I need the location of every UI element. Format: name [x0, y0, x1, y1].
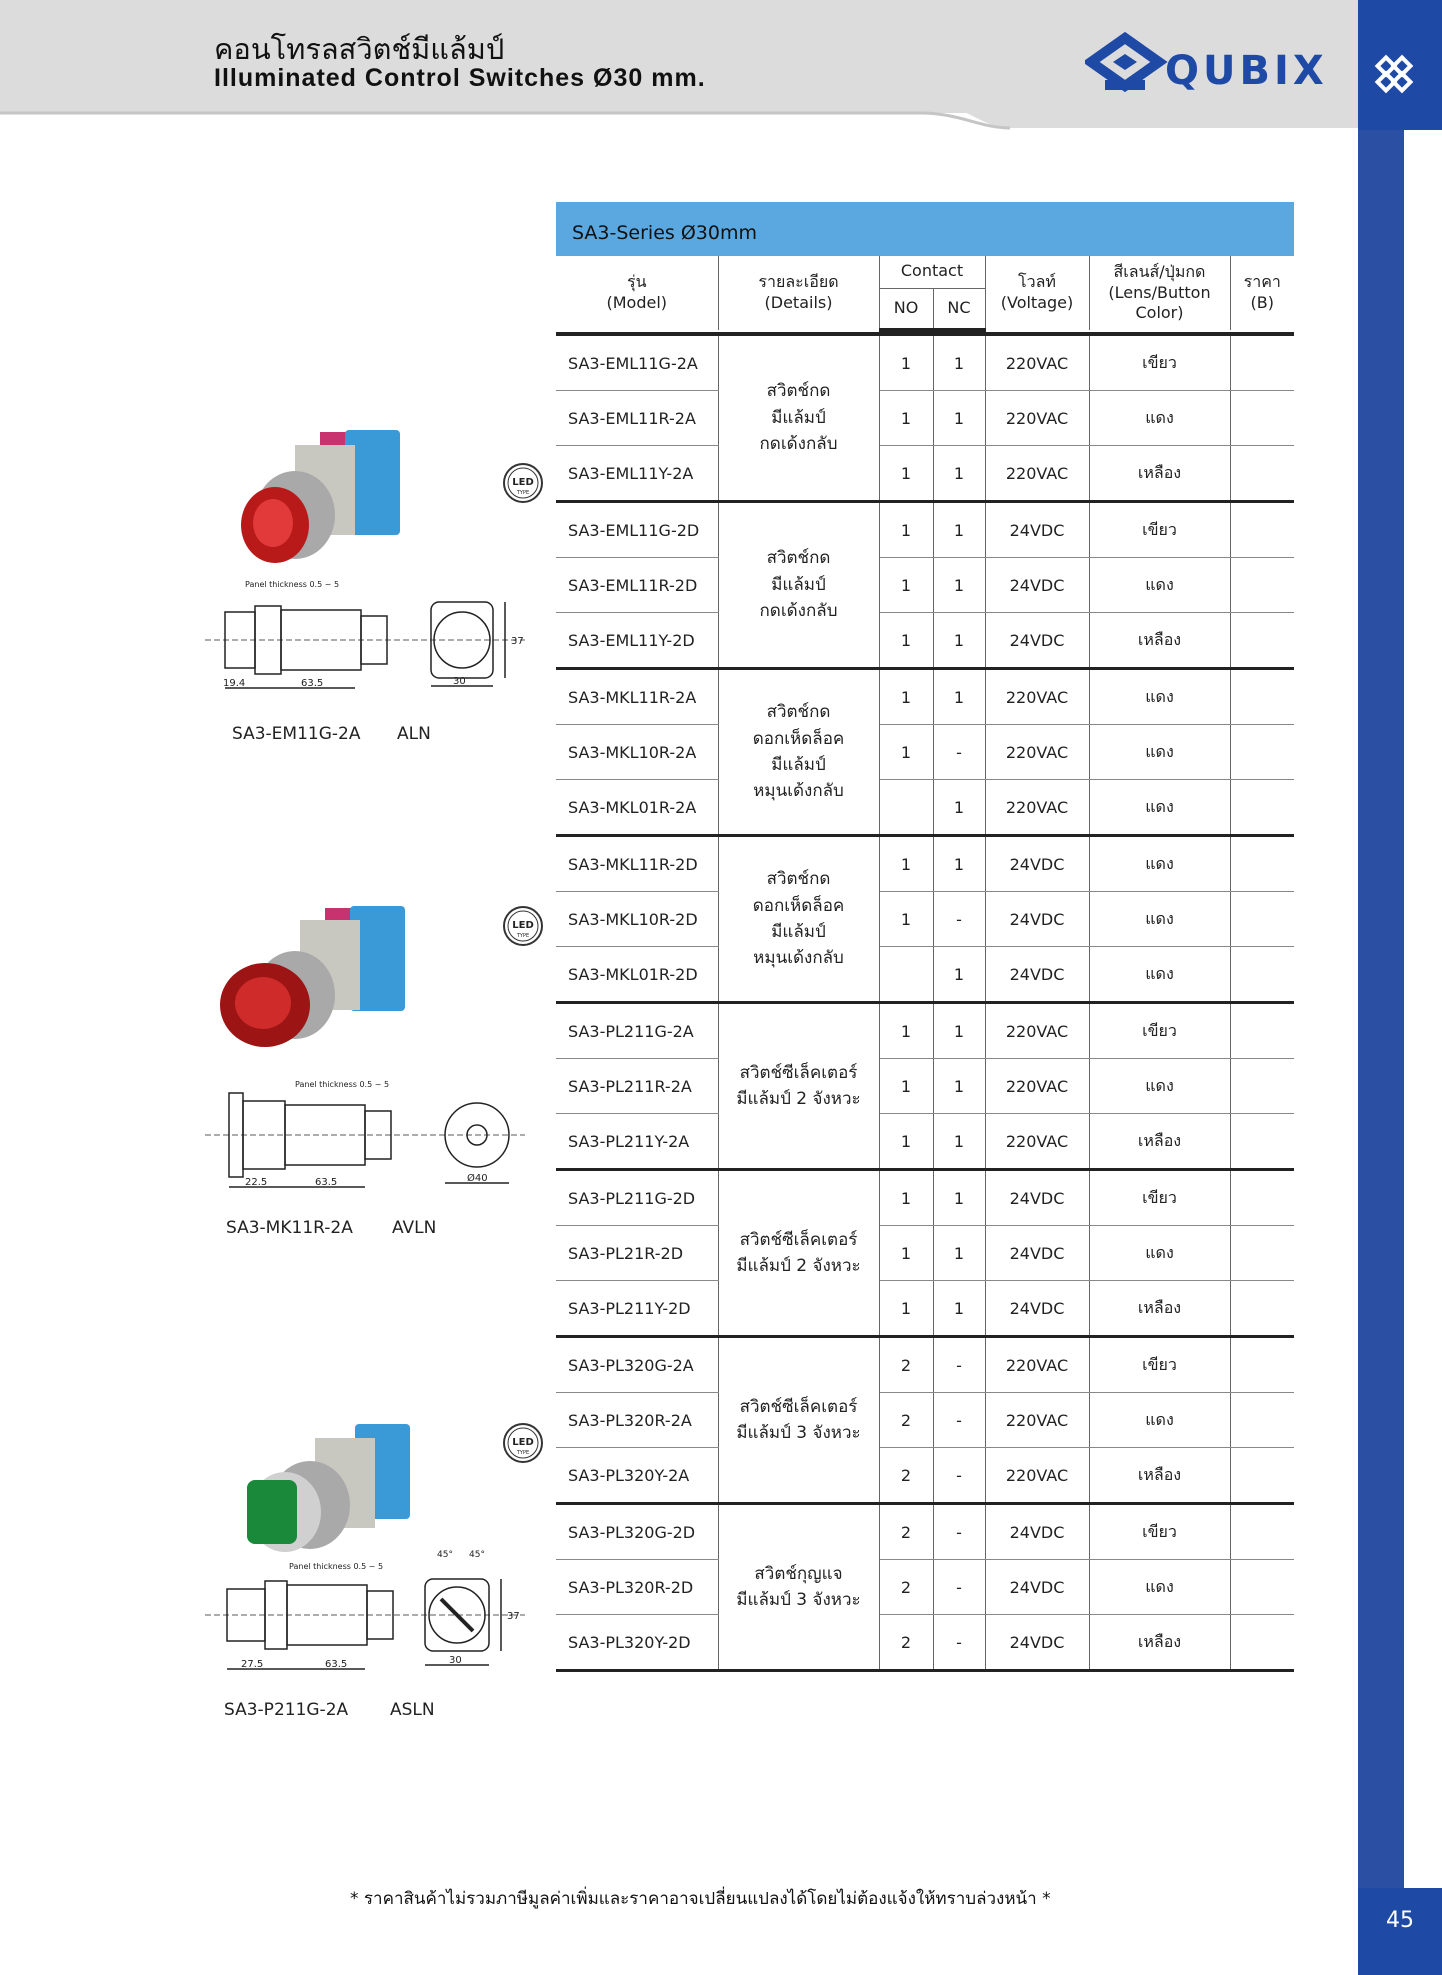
nc-cell: - — [933, 1615, 985, 1671]
led-type-badge-2 — [502, 905, 544, 947]
nc-cell: 1 — [933, 947, 985, 1003]
dim-a: 27.5 — [241, 1659, 264, 1670]
panel-thickness-label: Panel thickness 0.5 ~ 5 — [289, 1562, 384, 1571]
voltage-cell: 220VAC — [985, 1003, 1089, 1059]
no-cell: 2 — [879, 1337, 933, 1393]
table-row — [556, 1059, 1294, 1114]
dim-a: 19.4 — [223, 678, 246, 689]
voltage-cell: 220VAC — [985, 1337, 1089, 1393]
price-header-th: ราคา — [1243, 272, 1281, 292]
details-line: มีแล้มป์ — [771, 574, 826, 595]
dim-b: 63.5 — [301, 678, 324, 689]
table-row — [556, 1504, 1294, 1560]
model-cell: SA3-PL320Y-2D — [556, 1615, 718, 1671]
price-cell — [1230, 1560, 1294, 1615]
no-cell: 1 — [879, 669, 933, 725]
no-cell: 1 — [879, 1170, 933, 1226]
details-line: มีแล้มป์ 3 จังหวะ — [736, 1423, 861, 1443]
no-cell: 1 — [879, 334, 933, 391]
series-title: SA3-Series Ø30mm — [572, 222, 757, 244]
table-row — [556, 669, 1294, 725]
details-line: กดเด้งกลับ — [759, 601, 838, 622]
voltage-cell: 24VDC — [985, 502, 1089, 558]
table-row — [556, 1560, 1294, 1615]
table-row — [556, 558, 1294, 613]
model-cell: SA3-EML11R-2D — [556, 558, 718, 613]
spec-table — [556, 256, 1294, 1672]
voltage-cell: 220VAC — [985, 669, 1089, 725]
color-cell: แดง — [1089, 558, 1230, 613]
no-cell: 1 — [879, 836, 933, 892]
no-cell: 1 — [879, 502, 933, 558]
details-line: ดอกเห็ดล็อค — [752, 728, 845, 749]
nc-cell: 1 — [933, 1114, 985, 1170]
color-cell: เหลือง — [1089, 1114, 1230, 1170]
no-cell: 2 — [879, 1393, 933, 1448]
model-cell: SA3-MKL10R-2A — [556, 725, 718, 780]
price-cell — [1230, 446, 1294, 502]
dim-b: 63.5 — [315, 1177, 338, 1188]
dim-angle-2: 45° — [469, 1550, 485, 1560]
details-header-en: (Details) — [764, 293, 833, 312]
table-row — [556, 1003, 1294, 1059]
table-row — [556, 1170, 1294, 1226]
price-cell — [1230, 558, 1294, 613]
nc-cell: 1 — [933, 334, 985, 391]
table-row — [556, 892, 1294, 947]
voltage-cell: 220VAC — [985, 391, 1089, 446]
voltage-cell: 24VDC — [985, 836, 1089, 892]
col-header-nc: NC — [933, 288, 985, 330]
color-cell: เขียว — [1089, 1003, 1230, 1059]
color-header-en2: Color) — [1135, 303, 1184, 323]
price-cell — [1230, 1170, 1294, 1226]
col-header-color — [1089, 256, 1230, 330]
page-number: 45 — [1358, 1888, 1442, 1975]
details-line: สวิตช์กด — [766, 548, 831, 569]
model-cell: SA3-MKL11R-2D — [556, 836, 718, 892]
nc-cell: 1 — [933, 780, 985, 836]
color-cell: แดง — [1089, 947, 1230, 1003]
no-cell: 1 — [879, 1226, 933, 1281]
price-header-en: (B) — [1250, 293, 1274, 312]
details-line: สวิตช์กด — [766, 702, 831, 723]
model-cell: SA3-PL211Y-2D — [556, 1281, 718, 1337]
nc-cell: 1 — [933, 836, 985, 892]
model-cell: SA3-PL320G-2D — [556, 1504, 718, 1560]
table-row — [556, 1615, 1294, 1671]
voltage-header-en: (Voltage) — [1000, 293, 1074, 312]
product-code-1: SA3-EM11G-2A — [232, 724, 361, 744]
model-cell: SA3-MKL01R-2D — [556, 947, 718, 1003]
details-line: กดเด้งกลับ — [759, 434, 838, 455]
table-row — [556, 780, 1294, 836]
led-text: LED — [512, 1437, 534, 1448]
color-cell: เขียว — [1089, 334, 1230, 391]
details-cell — [718, 334, 879, 502]
table-row — [556, 1226, 1294, 1281]
product-code-2: SA3-MK11R-2A — [226, 1218, 353, 1238]
details-line: มีแล้มป์ 3 จังหวะ — [736, 1590, 861, 1610]
footer-note: * ราคาสินค้าไม่รวมภาษีมูลค่าเพิ่มและราคาอาจเปลี่ยนแปลงได้โดยไม่ต้องแจ้งให้ทราบล่วงหน้า * — [350, 1889, 1051, 1909]
price-cell — [1230, 1226, 1294, 1281]
nc-cell: - — [933, 892, 985, 947]
price-cell — [1230, 1393, 1294, 1448]
drawing-selector — [205, 1545, 525, 1675]
table-row — [556, 1448, 1294, 1504]
model-cell: SA3-MKL11R-2A — [556, 669, 718, 725]
model-cell: SA3-MKL10R-2D — [556, 892, 718, 947]
price-cell — [1230, 892, 1294, 947]
details-header-th: รายละเอียด — [758, 272, 839, 292]
table-row — [556, 502, 1294, 558]
details-line: มีแล้มป์ 2 จังหวะ — [736, 1256, 861, 1276]
dim-angle: 45° — [437, 1550, 453, 1560]
details-line: สวิตช์ซีเล็คเตอร์ — [739, 1229, 858, 1250]
spec-table-body — [556, 334, 1294, 1671]
nc-cell: - — [933, 725, 985, 780]
model-cell: SA3-PL211G-2A — [556, 1003, 718, 1059]
price-cell — [1230, 1114, 1294, 1170]
price-cell — [1230, 1003, 1294, 1059]
product-code-3: SA3-P211G-2A — [224, 1700, 349, 1720]
details-cell — [718, 502, 879, 669]
price-cell — [1230, 613, 1294, 669]
color-cell: แดง — [1089, 1226, 1230, 1281]
voltage-cell: 220VAC — [985, 1448, 1089, 1504]
voltage-cell: 24VDC — [985, 1615, 1089, 1671]
model-cell: SA3-EML11Y-2D — [556, 613, 718, 669]
no-cell — [879, 780, 933, 836]
side-white-strip — [1404, 130, 1442, 1890]
model-cell: SA3-PL211R-2A — [556, 1059, 718, 1114]
nc-cell: - — [933, 1337, 985, 1393]
nc-cell: - — [933, 1560, 985, 1615]
nc-cell: - — [933, 1504, 985, 1560]
details-line: สวิตช์กด — [766, 869, 831, 890]
price-cell — [1230, 334, 1294, 391]
color-cell: เขียว — [1089, 1504, 1230, 1560]
qubix-mark-icon — [1372, 52, 1416, 96]
model-cell: SA3-PL211Y-2A — [556, 1114, 718, 1170]
details-line: มีแล้มป์ — [771, 755, 826, 775]
table-row — [556, 446, 1294, 502]
nc-cell: 1 — [933, 391, 985, 446]
details-cell — [718, 1003, 879, 1170]
price-cell — [1230, 1281, 1294, 1337]
qubix-logo — [1085, 32, 1345, 112]
details-line: สวิตช์ซีเล็คเตอร์ — [739, 1062, 858, 1083]
no-cell: 1 — [879, 1003, 933, 1059]
nc-cell: 1 — [933, 1170, 985, 1226]
no-cell: 2 — [879, 1448, 933, 1504]
model-header-th: รุ่น — [626, 272, 647, 292]
type-text: TYPE — [516, 490, 530, 496]
table-row — [556, 836, 1294, 892]
color-cell: แดง — [1089, 669, 1230, 725]
voltage-cell: 220VAC — [985, 446, 1089, 502]
voltage-cell: 24VDC — [985, 947, 1089, 1003]
no-cell: 2 — [879, 1504, 933, 1560]
nc-cell: 1 — [933, 669, 985, 725]
led-type-badge-3 — [502, 1422, 544, 1464]
price-cell — [1230, 780, 1294, 836]
model-cell: SA3-PL320G-2A — [556, 1337, 718, 1393]
voltage-cell: 220VAC — [985, 1059, 1089, 1114]
col-header-no: NO — [879, 288, 933, 330]
color-cell: เขียว — [1089, 502, 1230, 558]
product-photo-mushroom — [215, 900, 415, 1060]
voltage-cell: 24VDC — [985, 1281, 1089, 1337]
voltage-cell: 24VDC — [985, 1504, 1089, 1560]
no-cell: 2 — [879, 1615, 933, 1671]
no-cell — [879, 947, 933, 1003]
nc-cell: - — [933, 1448, 985, 1504]
dim-c: Ø40 — [467, 1173, 488, 1184]
price-cell — [1230, 1504, 1294, 1560]
dim-h: 37 — [507, 1611, 520, 1622]
drawing-mushroom — [205, 1075, 525, 1195]
details-cell — [718, 1504, 879, 1671]
model-cell: SA3-EML11G-2D — [556, 502, 718, 558]
color-cell: แดง — [1089, 1393, 1230, 1448]
price-cell — [1230, 725, 1294, 780]
no-cell: 1 — [879, 558, 933, 613]
nc-cell: 1 — [933, 1281, 985, 1337]
voltage-cell: 24VDC — [985, 1560, 1089, 1615]
nc-cell: 1 — [933, 613, 985, 669]
logo-text: QUBIX — [1165, 48, 1328, 94]
product-photo-selector — [225, 1420, 425, 1560]
details-line: มีแล้มป์ 2 จังหวะ — [736, 1089, 861, 1109]
details-line: ดอกเห็ดล็อค — [752, 895, 845, 916]
table-row — [556, 1337, 1294, 1393]
table-row — [556, 947, 1294, 1003]
voltage-cell: 220VAC — [985, 334, 1089, 391]
no-cell: 1 — [879, 613, 933, 669]
no-cell: 1 — [879, 1114, 933, 1170]
color-cell: แดง — [1089, 780, 1230, 836]
col-header-voltage — [985, 256, 1089, 330]
nc-cell: 1 — [933, 502, 985, 558]
details-cell — [718, 1337, 879, 1504]
table-row — [556, 1281, 1294, 1337]
drawing-pushbutton — [205, 580, 525, 700]
led-text: LED — [512, 920, 534, 931]
led-type-badge-1 — [502, 462, 544, 504]
color-header-th: สีเลนส์/ปุ่มกด — [1113, 261, 1206, 281]
details-cell — [718, 1170, 879, 1337]
price-cell — [1230, 1337, 1294, 1393]
color-cell: เขียว — [1089, 1170, 1230, 1226]
table-row — [556, 1114, 1294, 1170]
color-cell: แดง — [1089, 1059, 1230, 1114]
dim-b: 63.5 — [325, 1659, 348, 1670]
model-header-en: (Model) — [606, 293, 668, 312]
details-line: หมุนเด้งกลับ — [753, 948, 844, 969]
dim-h: 37 — [511, 636, 524, 647]
model-cell: SA3-PL211G-2D — [556, 1170, 718, 1226]
dim-c: 30 — [449, 1655, 462, 1666]
product-type-1: ALN — [397, 724, 431, 744]
details-line: สวิตช์กด — [766, 381, 831, 402]
details-cell — [718, 669, 879, 836]
table-row — [556, 391, 1294, 446]
details-cell — [718, 836, 879, 1003]
details-line: สวิตช์ซีเล็คเตอร์ — [739, 1396, 858, 1417]
nc-cell: 1 — [933, 446, 985, 502]
table-row — [556, 1393, 1294, 1448]
nc-cell: - — [933, 1393, 985, 1448]
product-photo-pushbutton — [225, 410, 415, 580]
voltage-cell: 24VDC — [985, 892, 1089, 947]
no-cell: 1 — [879, 892, 933, 947]
color-cell: เหลือง — [1089, 1615, 1230, 1671]
dim-c: 30 — [453, 676, 466, 687]
page-title-thai: คอนโทรลสวิตช์มีแล้มป์ — [214, 32, 505, 66]
voltage-cell: 24VDC — [985, 613, 1089, 669]
table-row — [556, 334, 1294, 391]
section-label: SECTION : 1 — [1370, 1627, 1411, 1860]
voltage-cell: 220VAC — [985, 780, 1089, 836]
color-cell: เหลือง — [1089, 613, 1230, 669]
col-header-price — [1230, 256, 1294, 330]
col-header-model — [556, 256, 718, 330]
panel-thickness-label: Panel thickness 0.5 ~ 5 — [295, 1080, 390, 1089]
price-cell — [1230, 1059, 1294, 1114]
price-cell — [1230, 502, 1294, 558]
model-cell: SA3-EML11Y-2A — [556, 446, 718, 502]
price-cell — [1230, 391, 1294, 446]
voltage-header-th: โวลท์ — [1018, 272, 1056, 292]
color-cell: แดง — [1089, 1560, 1230, 1615]
voltage-cell: 220VAC — [985, 1114, 1089, 1170]
price-cell — [1230, 836, 1294, 892]
nc-cell: 1 — [933, 1226, 985, 1281]
table-row — [556, 725, 1294, 780]
no-cell: 1 — [879, 1059, 933, 1114]
voltage-cell: 24VDC — [985, 558, 1089, 613]
product-type-2: AVLN — [392, 1218, 437, 1238]
no-cell: 1 — [879, 725, 933, 780]
price-cell — [1230, 947, 1294, 1003]
color-cell: แดง — [1089, 892, 1230, 947]
voltage-cell: 24VDC — [985, 1226, 1089, 1281]
col-header-contact: Contact — [879, 256, 985, 288]
page-title-english: Illuminated Control Switches Ø30 mm. — [214, 64, 706, 92]
price-cell — [1230, 669, 1294, 725]
model-cell: SA3-PL320R-2D — [556, 1560, 718, 1615]
no-cell: 1 — [879, 1281, 933, 1337]
nc-cell: 1 — [933, 558, 985, 613]
table-row — [556, 613, 1294, 669]
nc-cell: 1 — [933, 1059, 985, 1114]
model-cell: SA3-EML11R-2A — [556, 391, 718, 446]
color-cell: แดง — [1089, 836, 1230, 892]
color-cell: เหลือง — [1089, 1281, 1230, 1337]
color-header-en: (Lens/Button — [1108, 282, 1211, 302]
price-cell — [1230, 1615, 1294, 1671]
model-cell: SA3-PL320R-2A — [556, 1393, 718, 1448]
model-cell: SA3-EML11G-2A — [556, 334, 718, 391]
type-text: TYPE — [516, 1450, 530, 1456]
product-type-3: ASLN — [390, 1700, 435, 1720]
details-line: มีแล้มป์ — [771, 407, 826, 428]
model-cell: SA3-PL320Y-2A — [556, 1448, 718, 1504]
color-cell: เหลือง — [1089, 1448, 1230, 1504]
dim-a: 22.5 — [245, 1177, 268, 1188]
voltage-cell: 220VAC — [985, 1393, 1089, 1448]
details-line: หมุนเด้งกลับ — [753, 781, 844, 802]
col-header-details — [718, 256, 879, 330]
led-text: LED — [512, 477, 534, 488]
color-cell: แดง — [1089, 391, 1230, 446]
type-text: TYPE — [516, 933, 530, 939]
nc-cell: 1 — [933, 1003, 985, 1059]
color-cell: แดง — [1089, 725, 1230, 780]
no-cell: 1 — [879, 446, 933, 502]
model-cell: SA3-MKL01R-2A — [556, 780, 718, 836]
no-cell: 2 — [879, 1560, 933, 1615]
voltage-cell: 24VDC — [985, 1170, 1089, 1226]
panel-thickness-label: Panel thickness 0.5 ~ 5 — [245, 580, 340, 589]
voltage-cell: 220VAC — [985, 725, 1089, 780]
price-cell — [1230, 1448, 1294, 1504]
model-cell: SA3-PL21R-2D — [556, 1226, 718, 1281]
no-cell: 1 — [879, 391, 933, 446]
color-cell: เหลือง — [1089, 446, 1230, 502]
color-cell: เขียว — [1089, 1337, 1230, 1393]
details-line: สวิตช์กุญแจ — [754, 1563, 843, 1584]
details-line: มีแล้มป์ — [771, 922, 826, 942]
